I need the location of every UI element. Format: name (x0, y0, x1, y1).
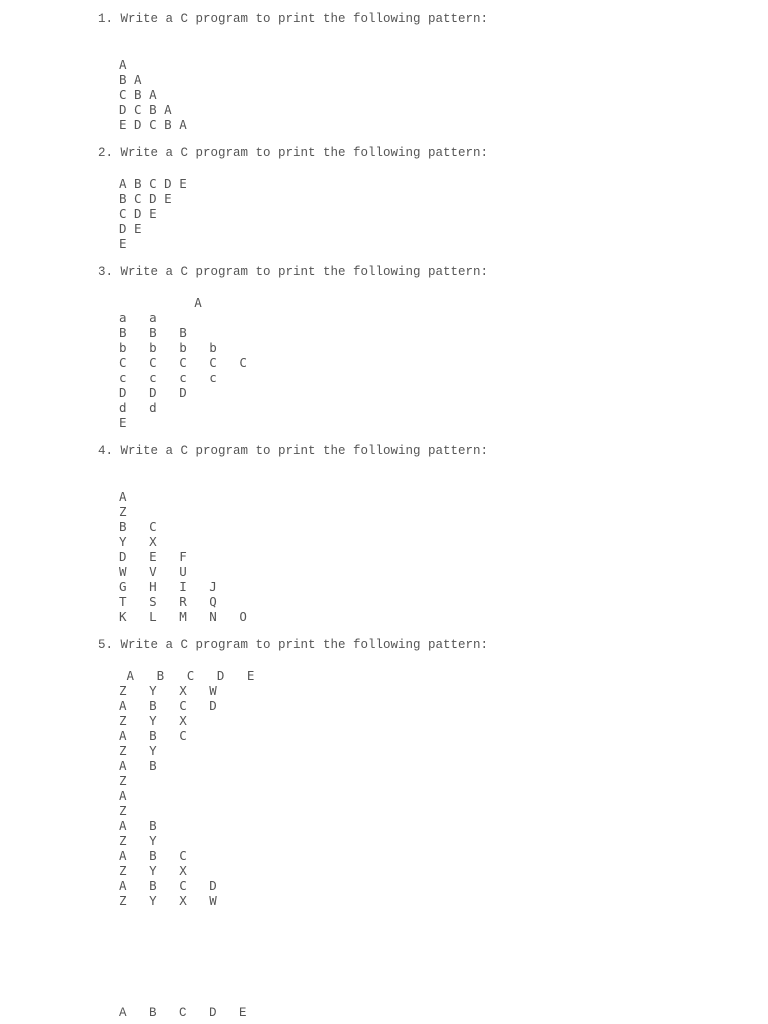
pattern-line: C C C C C (119, 355, 247, 370)
pattern-4 (119, 489, 247, 624)
pattern-1 (119, 57, 187, 132)
pattern-line: G H I J (119, 579, 217, 594)
question-5: 5. Write a C program to print the following pattern: (98, 638, 489, 652)
pattern-2 (119, 176, 187, 251)
pattern-5 (119, 668, 254, 908)
pattern-line: D E F (119, 549, 187, 564)
pattern-line: A B C D (119, 698, 217, 713)
pattern-line: C B A (119, 87, 157, 102)
pattern-line: Z Y X (119, 713, 187, 728)
pattern-line: E D C B A (119, 117, 187, 132)
pattern-line: A (119, 57, 127, 72)
pattern-line: A B C D (119, 878, 217, 893)
pattern-line: Z (119, 504, 127, 519)
pattern-line: Z Y X (119, 863, 187, 878)
pattern-line: d d (119, 400, 157, 415)
footer-pattern-row: A B C D E (119, 1006, 247, 1020)
pattern-line: Z (119, 773, 127, 788)
pattern-3 (119, 295, 247, 430)
pattern-line: K L M N O (119, 609, 247, 624)
pattern-line: Z (119, 803, 127, 818)
pattern-line: A B C D E (119, 668, 255, 683)
pattern-line: D D D (119, 385, 187, 400)
pattern-line: W V U (119, 564, 187, 579)
pattern-line: C D E (119, 206, 157, 221)
pattern-line: D C B A (119, 102, 172, 117)
pattern-line: D E (119, 221, 142, 236)
pattern-line: B C (119, 519, 157, 534)
pattern-line: c c c c (119, 370, 217, 385)
pattern-line: A B C (119, 728, 187, 743)
pattern-line: E (119, 415, 127, 430)
pattern-line: B B B (119, 325, 187, 340)
pattern-line: A (119, 788, 127, 803)
pattern-line: E (119, 236, 127, 251)
pattern-line: T S R Q (119, 594, 217, 609)
pattern-line: Y X (119, 534, 157, 549)
pattern-line: Z Y (119, 743, 157, 758)
pattern-line: A (119, 295, 202, 310)
pattern-line: A B (119, 818, 157, 833)
pattern-line: Z Y X W (119, 683, 217, 698)
pattern-line: a a (119, 310, 157, 325)
pattern-line: B C D E (119, 191, 172, 206)
pattern-line: b b b b (119, 340, 217, 355)
pattern-line: B A (119, 72, 142, 87)
pattern-line: A B C D E (119, 176, 187, 191)
pattern-line: A B C (119, 848, 187, 863)
question-3: 3. Write a C program to print the following pattern: (98, 265, 489, 279)
pattern-line: A B (119, 758, 157, 773)
question-1: 1. Write a C program to print the following pattern: (98, 12, 489, 26)
pattern-line: Z Y X W (119, 893, 217, 908)
question-4: 4. Write a C program to print the following pattern: (98, 444, 489, 458)
pattern-line: Z Y (119, 833, 157, 848)
pattern-line: A (119, 489, 127, 504)
question-2: 2. Write a C program to print the following pattern: (98, 146, 489, 160)
